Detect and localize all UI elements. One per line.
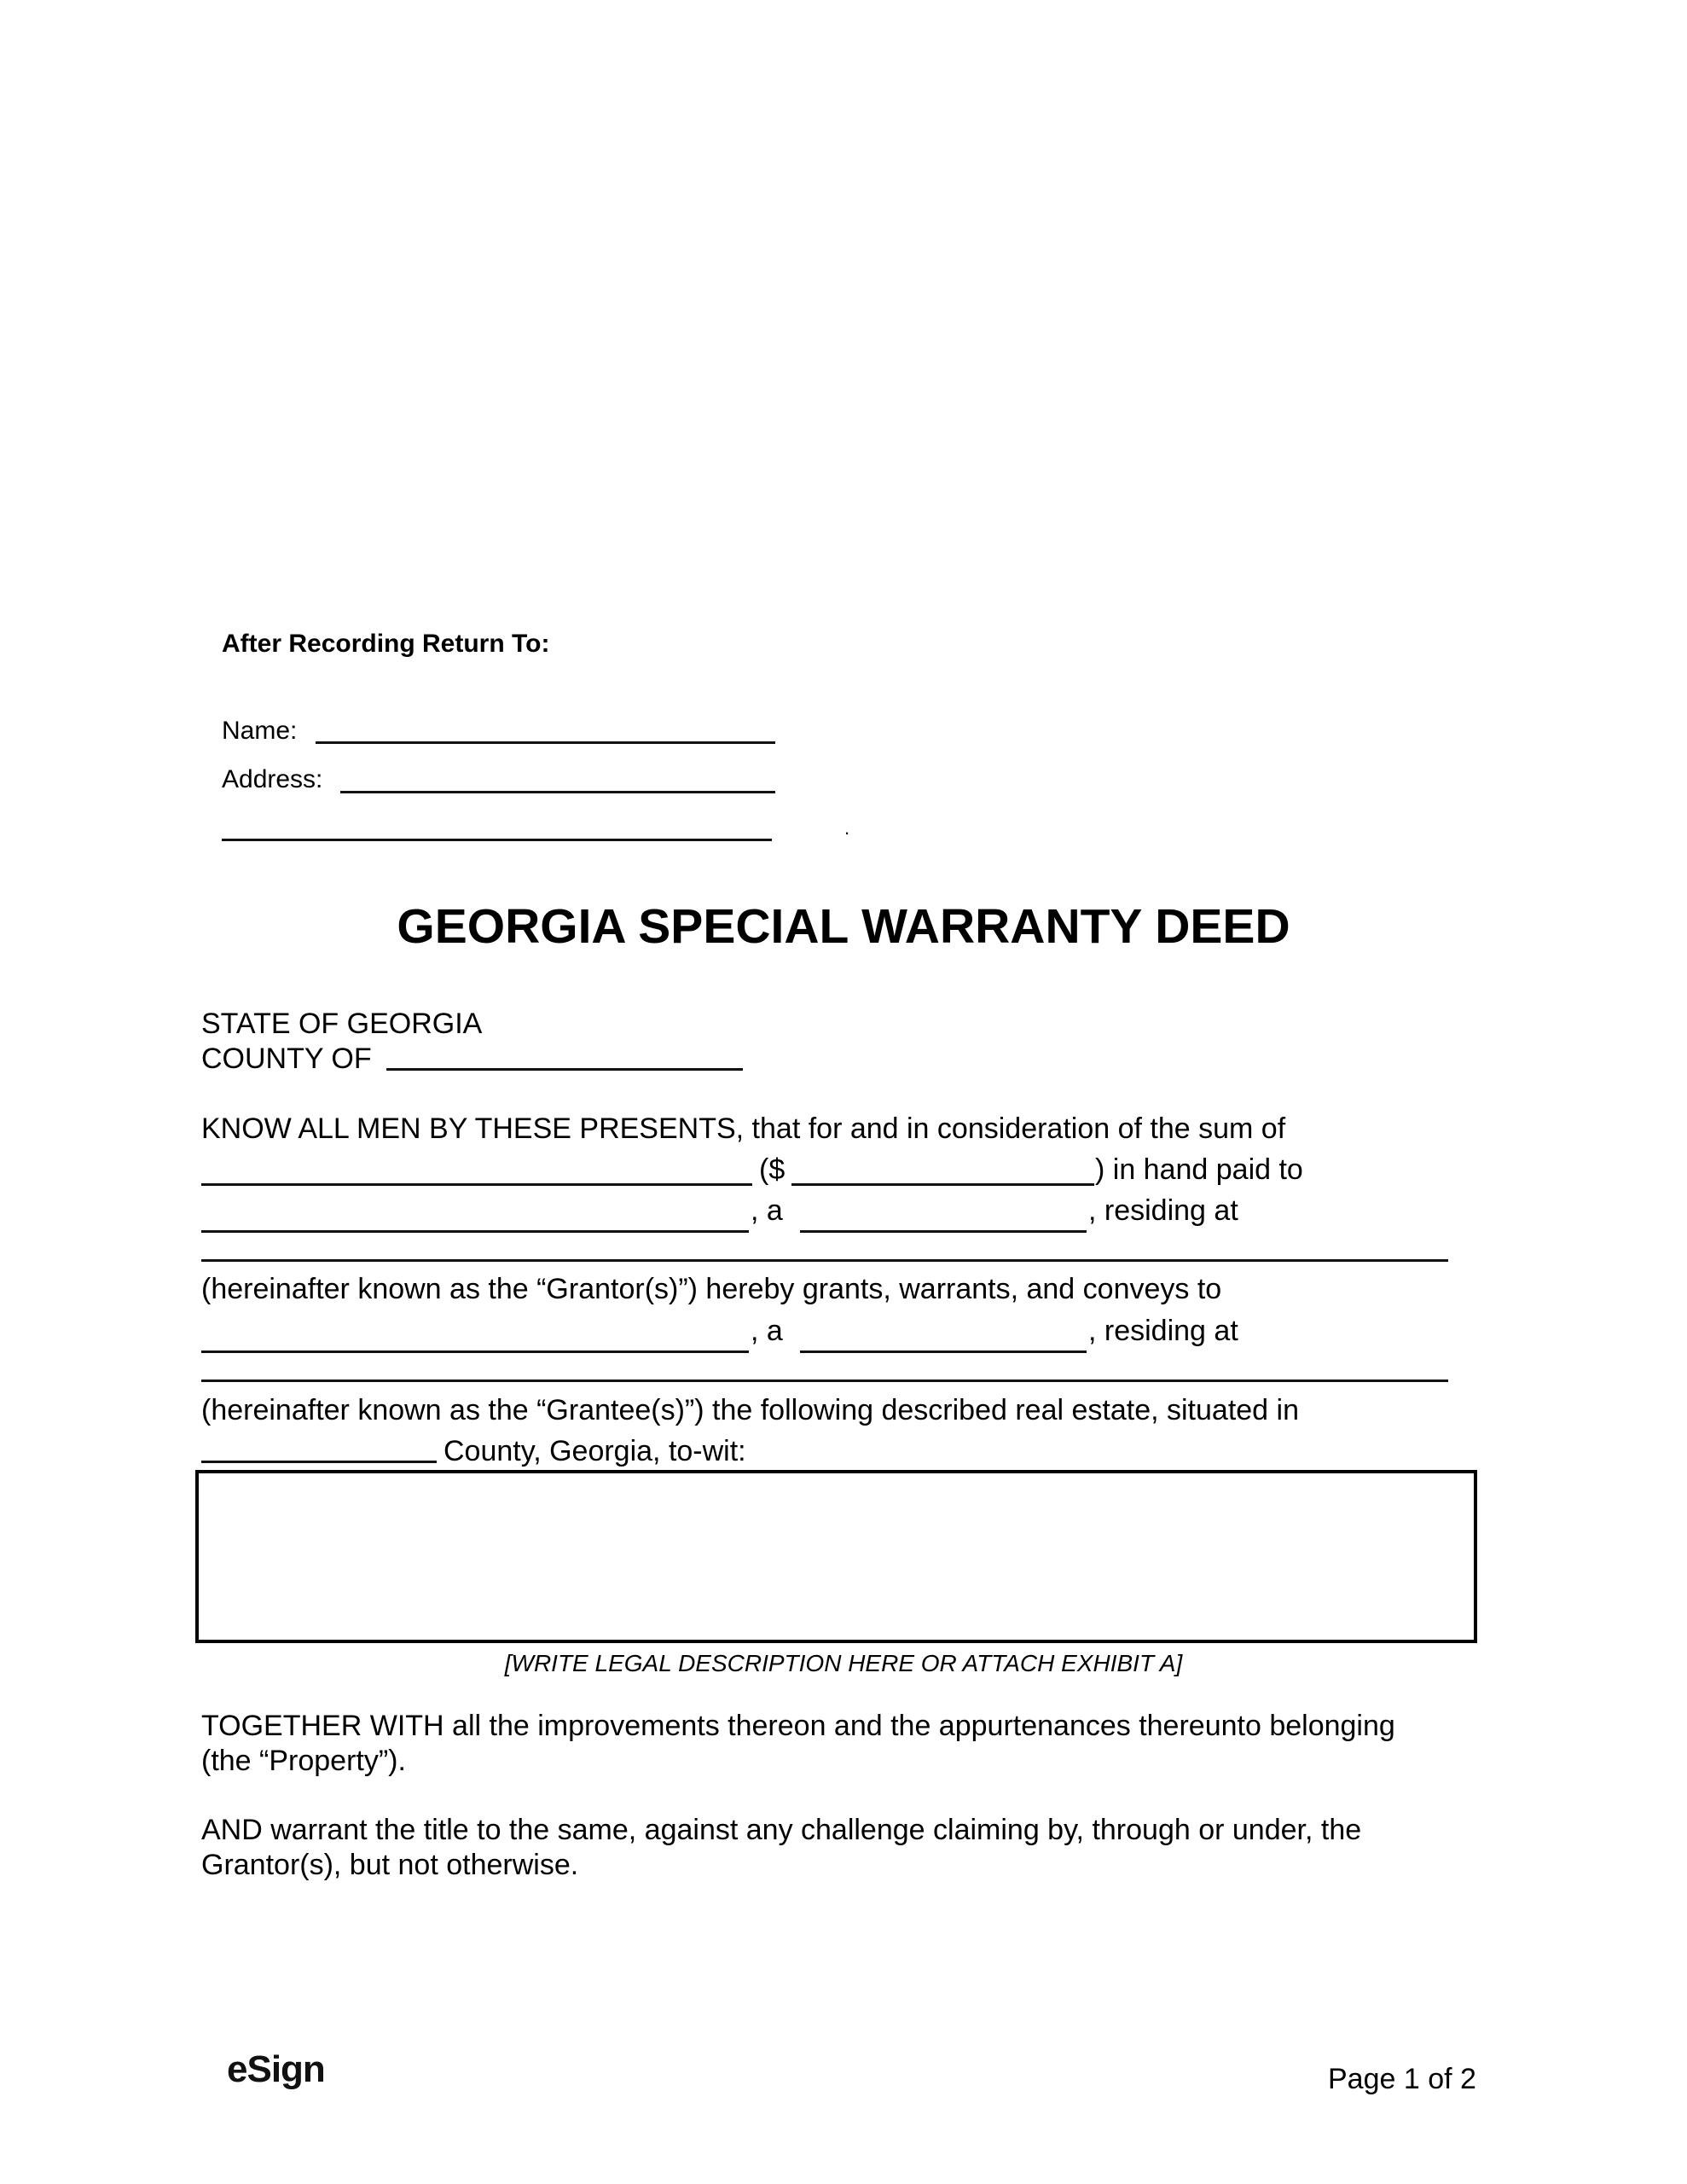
county-field[interactable] <box>386 1068 743 1071</box>
document-title: GEORGIA SPECIAL WARRANTY DEED <box>397 899 1290 954</box>
paid-to-text: ) in hand paid to <box>1095 1153 1303 1186</box>
return-address-field[interactable] <box>340 791 775 793</box>
grantor-name-field[interactable] <box>201 1230 749 1233</box>
state-label: STATE OF GEORGIA <box>201 1008 483 1040</box>
legal-description-box[interactable] <box>195 1470 1477 1643</box>
grantor-definition: (hereinafter known as the “Grantor(s)”) hereby grants, warrants, and conveys to <box>201 1273 1222 1305</box>
grantee-address-field[interactable] <box>201 1380 1448 1382</box>
stray-dot: . <box>844 817 850 839</box>
consideration-words-field[interactable] <box>201 1183 752 1186</box>
grantor-residing-at: , residing at <box>1088 1194 1238 1227</box>
grantee-residing-at: , residing at <box>1088 1315 1238 1347</box>
legal-description-caption: [WRITE LEGAL DESCRIPTION HERE OR ATTACH EXHIBIT A] <box>504 1650 1183 1676</box>
consideration-amount-field[interactable] <box>791 1183 1094 1186</box>
grantor-address-field[interactable] <box>201 1259 1448 1262</box>
dollar-open: ($ <box>759 1153 786 1186</box>
grantor-type-field[interactable] <box>800 1230 1087 1233</box>
grantor-comma-a: , a <box>751 1194 783 1227</box>
consideration-intro: KNOW ALL MEN BY THESE PRESENTS, that for and in consideration of the sum of <box>201 1112 1286 1145</box>
return-address-label: Address: <box>222 765 323 793</box>
county-georgia-towit: County, Georgia, to-wit: <box>443 1435 746 1467</box>
return-name-label: Name: <box>222 717 298 745</box>
page-number: Page 1 of 2 <box>1328 2063 1476 2095</box>
esign-logo: eSign <box>227 2048 325 2090</box>
grantee-name-field[interactable] <box>201 1350 749 1353</box>
grantee-definition: (hereinafter known as the “Grantee(s)”) the following described real estate, situated in <box>201 1394 1299 1426</box>
grantee-type-field[interactable] <box>800 1350 1087 1353</box>
grantee-comma-a: , a <box>751 1315 783 1347</box>
warrant-line1: AND warrant the title to the same, against any challenge claiming by, through or under, the <box>201 1814 1362 1846</box>
together-with-line2: (the “Property”). <box>201 1745 406 1777</box>
warrant-line2: Grantor(s), but not otherwise. <box>201 1849 579 1881</box>
return-name-field[interactable] <box>316 741 775 744</box>
together-with-line1: TOGETHER WITH all the improvements thereon and the appurtenances thereunto belonging <box>201 1710 1395 1742</box>
return-to-heading: After Recording Return To: <box>222 630 550 658</box>
return-address-line2-field[interactable] <box>222 839 772 841</box>
county-label: COUNTY OF <box>201 1043 372 1075</box>
property-county-field[interactable] <box>201 1461 437 1463</box>
